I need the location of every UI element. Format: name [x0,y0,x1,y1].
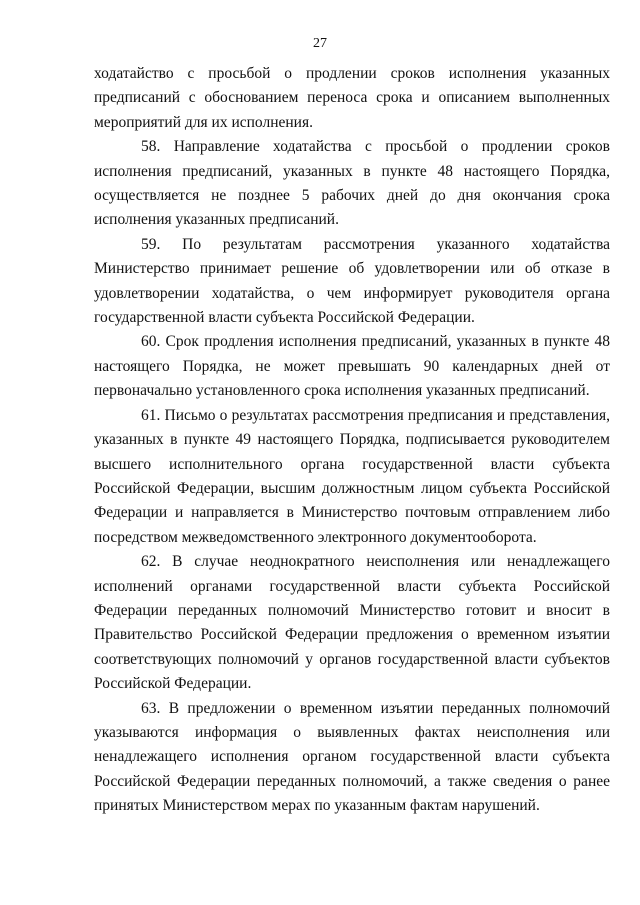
paragraph-61: 61. Письмо о результатах рассмотрения предписания и представления, указанных в пункте 49 настоящего Порядка, подписывается руководителем высшего исполнительного органа государственной власти субъекта Российской Федерации, высшим должностным лицом субъекта Российской Федерации и направляется в Министерство почтовым отправлением либо посредством межведомственного электронного документооборота. [94,406,610,546]
paragraph-59: 59. По результатам рассмотрения указанного ходатайства Министерство принимает решение об удовлетворении или об отказе в удовлетворении ходатайства, о чем информирует руководителя органа государственной власти субъекта Российской Федерации. [94,235,610,327]
paragraph-58: 58. Направление ходатайства с просьбой о продлении сроков исполнения предписаний, указанных в пункте 48 настоящего Порядка, осуществляется не позднее 5 рабочих дней до дня окончания срока исполнения указанных предписаний. [94,138,610,229]
paragraph-62: 62. В случае неоднократного неисполнения или ненадлежащего исполнений органами государственной власти субъекта Российской Федерации переданных полномочий Министерство готовит и вносит в Правительство Российской Федерации предложения о временном изъятии соответствующих полномочий у органов государственной власти субъектов Российской Федерации. [94,553,610,693]
paragraph-63: 63. В предложении о временном изъятии переданных полномочий указываются информация о выявленных фактах неисполнения или ненадлежащего исполнения органом государственной власти субъекта Российской Федерации переданных полномочий, а также сведения о ранее принятых Министерством мерах по указанным фактам нарушений. [94,699,610,815]
paragraph-60: 60. Срок продления исполнения предписаний, указанных в пункте 48 настоящего Порядка, не может превышать 90 календарных дней от первоначально установленного срока исполнения указанных предписаний. [94,333,610,400]
paragraph-continuation: ходатайство с просьбой о продлении сроков исполнения указанных предписаний с обоснованием переноса срока и описанием выполненных мероприятий для их исполнения. [94,65,610,131]
document-body [94,62,610,819]
page-number: 27 [313,36,327,51]
